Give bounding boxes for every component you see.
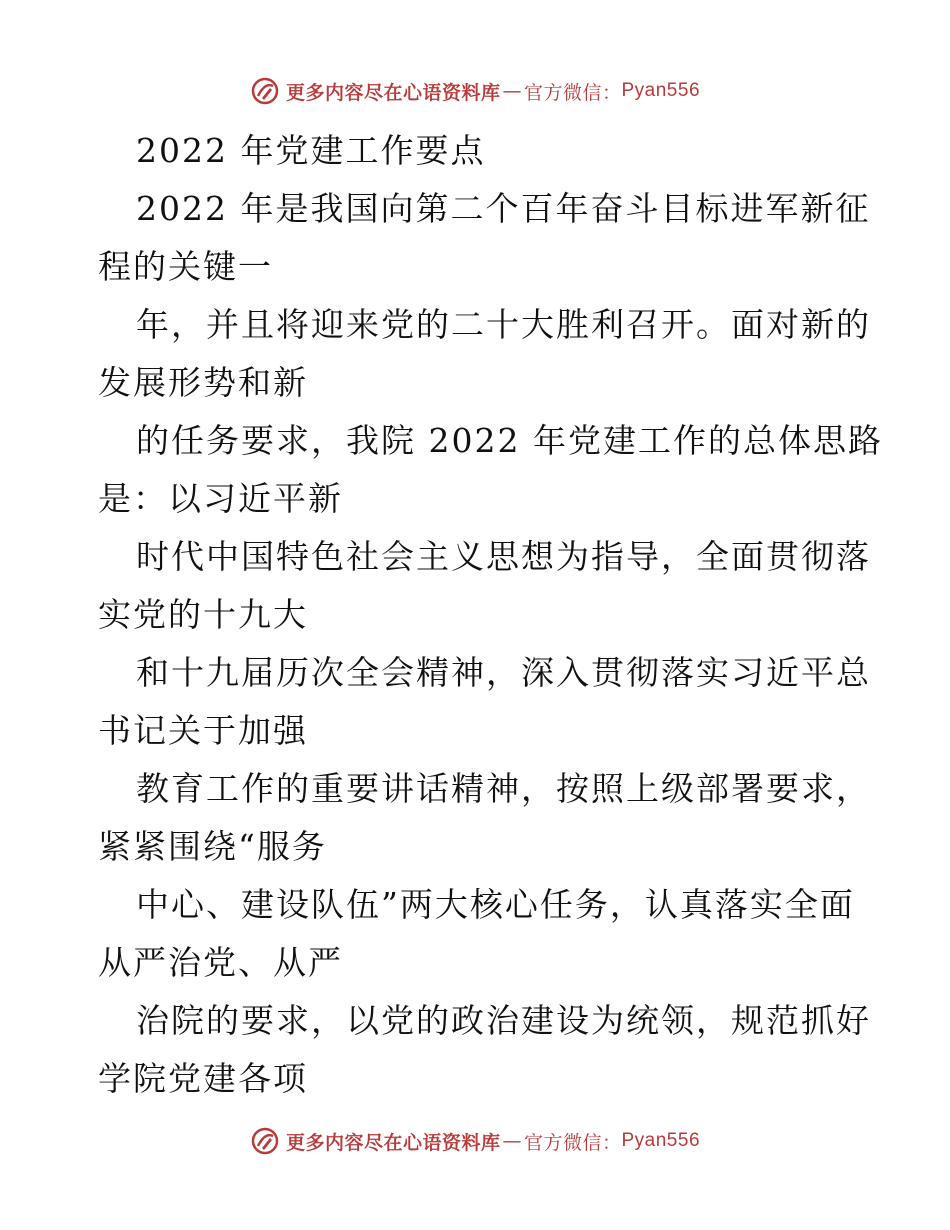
watermark-text: 更多内容尽在心语资料库	[285, 81, 501, 104]
pen-swirl-logo-icon	[250, 1126, 280, 1156]
text-line: 紧紧围绕“服务	[98, 827, 327, 866]
watermark-wechat-id: Pyan556	[621, 1130, 701, 1151]
text-line: 的任务要求，我院 2022 年党建工作的总体思路	[136, 421, 883, 460]
text-line: 书记关于加强	[98, 711, 308, 750]
header-watermark	[0, 74, 950, 108]
text-line: 从严治党、从严	[98, 943, 343, 982]
text-line: 程的关键一	[98, 247, 273, 286]
watermark-wechat-id: Pyan556	[621, 80, 701, 101]
text-line: 2022 年是我国向第二个百年奋斗目标进军新征	[136, 189, 871, 228]
text-line: 中心、建设队伍”两大核心任务，认真落实全面	[136, 885, 855, 924]
text-line: 治院的要求，以党的政治建设为统领，规范抓好	[136, 1001, 871, 1040]
text-line: 年，并且将迎来党的二十大胜利召开。面对新的	[136, 305, 871, 344]
document-title: 2022 年党建工作要点	[136, 131, 486, 170]
document-body	[98, 122, 883, 1108]
text-line: 是：以习近平新	[98, 479, 343, 518]
text-line: 时代中国特色社会主义思想为指导，全面贯彻落	[136, 537, 871, 576]
text-line: 和十九届历次全会精神，深入贯彻落实习近平总	[136, 653, 871, 692]
pen-swirl-logo-icon	[250, 76, 280, 106]
watermark-label: 官方微信：	[523, 81, 622, 104]
text-line: 教育工作的重要讲话精神，按照上级部署要求，	[136, 769, 871, 808]
footer-watermark	[0, 1124, 950, 1158]
watermark-label: 官方微信：	[523, 1131, 622, 1154]
watermark-separator: —	[502, 80, 522, 102]
watermark-separator: —	[502, 1130, 522, 1152]
watermark-text: 更多内容尽在心语资料库	[285, 1131, 501, 1154]
text-line: 实党的十九大	[98, 595, 308, 634]
text-line: 发展形势和新	[98, 363, 308, 402]
text-line: 学院党建各项	[98, 1059, 308, 1098]
